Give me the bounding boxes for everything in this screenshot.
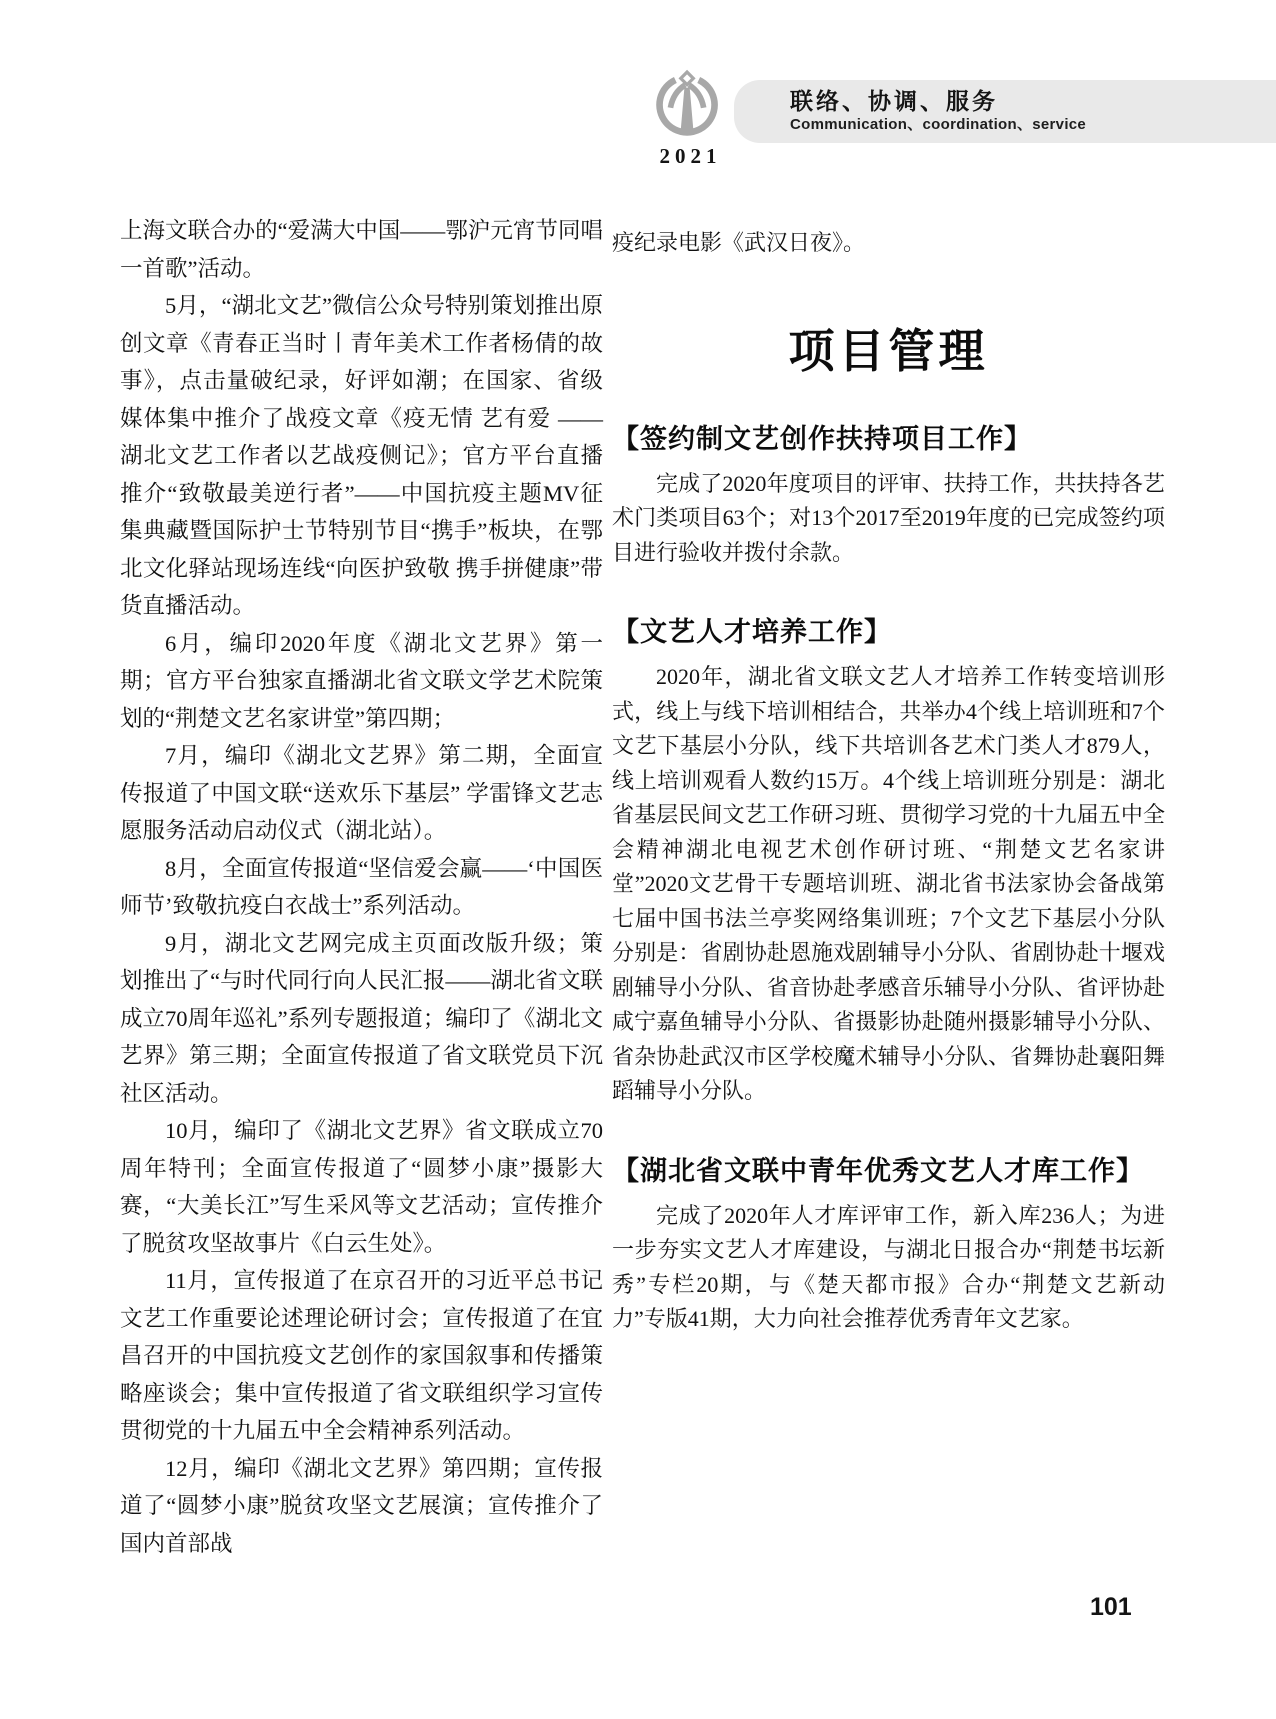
header-title-cn: 联络、协调、服务 bbox=[790, 88, 998, 114]
chapter-heading: 项目管理 bbox=[788, 324, 989, 377]
section-paragraph: 完成了2020年人才库评审工作，新入库236人；为进一步夯实文艺人才库建设，与湖北日报合办“荆楚书坛新秀”专栏20期，与《楚天都市报》合办“荆楚文艺新动力”专版41期，大力向社会推荐优秀青年文艺家。 bbox=[612, 1202, 1165, 1331]
section-title: 【文艺人才培养工作】 bbox=[612, 617, 892, 647]
body-paragraph: 10月，编印了《湖北文艺界》省文联成立70周年特刊；全面宣传报道了“圆梦小康”摄影大赛，“大美长江”写生采风等文艺活动；宣传推介了脱贫攻坚故事片《白云生处》。 bbox=[120, 1118, 603, 1256]
body-paragraph: 12月，编印《湖北文艺界》第四期；宣传报道了“圆梦小康”脱贫攻坚文艺展演；宣传推介了国内首部战 bbox=[120, 1455, 603, 1556]
section-contract-projects bbox=[612, 423, 1165, 571]
right-column bbox=[612, 226, 1165, 1337]
left-column bbox=[120, 212, 603, 1562]
section-talent-pool bbox=[612, 1155, 1165, 1337]
body-paragraph: 上海文联合办的“爱满大中国——鄂沪元宵节同唱一首歌”活动。 bbox=[120, 218, 603, 281]
section-title: 【签约制文艺创作扶持项目工作】 bbox=[612, 423, 1032, 454]
logo-block bbox=[646, 66, 730, 167]
body-paragraph: 9月，湖北文艺网完成主页面改版升级；策划推出了“与时代同行向人民汇报——湖北省文联成立70周年巡礼”系列专题报道；编印了《湖北文艺界》第三期；全面宣传报道了省文联党员下沉社区活动。 bbox=[120, 930, 603, 1106]
section-paragraph: 2020年，湖北省文联文艺人才培养工作转变培训形式，线上与线下培训相结合，共举办4个线上培训班和7个文艺下基层小分队，线下共培训各艺术门类人才879人，线上培训观看人数约15万。4个线上培训班分别是：湖北省基层民间文艺工作研习班、贯彻学习党的十九届五中全会精神湖北电视艺术创作研讨班、“荆楚文艺名家讲堂”2020文艺骨干专题培训班、湖北省书法家协会备战第七届中国书法兰亭奖网络集训班；7个文艺下基层小分队分别是：省剧协赴恩施戏剧辅导小分队、省剧协赴十堰戏剧辅导小分队、省音协赴孝感音乐辅导小分队、省评协赴咸宁嘉鱼辅导小分队、省摄影协赴随州摄影辅导小分队、省杂协赴武汉市区学校魔术辅导小分队、省舞协赴襄阳舞蹈辅导小分队。 bbox=[612, 664, 1165, 1103]
logo-year: 2021 bbox=[659, 144, 722, 168]
federation-logo-icon bbox=[649, 127, 727, 144]
continuation-paragraph: 疫纪录电影《武汉日夜》。 bbox=[612, 230, 866, 255]
body-paragraph: 11月，宣传报道了在京召开的习近平总书记文艺工作重要论述理论研讨会；宣传报道了在宜昌召开的中国抗疫文艺创作的家国叙事和传播策略座谈会；集中宣传报道了省文联组织学习宣传贯彻党的十九届五中全会精神系列活动。 bbox=[120, 1268, 603, 1443]
section-talent-training bbox=[612, 616, 1165, 1109]
header-band bbox=[734, 80, 1276, 143]
section-title: 【湖北省文联中青年优秀文艺人才库工作】 bbox=[612, 1155, 1144, 1186]
page-number: 101 bbox=[1090, 1593, 1132, 1621]
body-paragraph: 6月，编印2020年度《湖北文艺界》第一期；官方平台独家直播湖北省文联文学艺术院策划的“荆楚文艺名家讲堂”第四期； bbox=[120, 630, 603, 731]
section-paragraph: 完成了2020年度项目的评审、扶持工作，共扶持各艺术门类项目63个；对13个2017至2019年度的已完成签约项目进行验收并拨付余款。 bbox=[612, 470, 1165, 565]
header-title-en: Communication、coordination、service bbox=[790, 116, 1087, 133]
body-paragraph: 7月，编印《湖北文艺界》第二期，全面宣传报道了中国文联“送欢乐下基层” 学雷锋文艺志愿服务活动启动仪式（湖北站）。 bbox=[120, 743, 603, 843]
body-paragraph: 5月，“湖北文艺”微信公众号特别策划推出原创文章《青春正当时丨青年美术工作者杨倩的故事》，点击量破纪录，好评如潮；在国家、省级媒体集中推介了战疫文章《疫无情 艺有爱 ——湖北文艺工作者以艺战疫侧记》；官方平台直播推介“致敬最美逆行者”——中国抗疫主题MV征集典藏暨国际护士节特别节目“携手”板块，在鄂北文化驿站现场连线“向医护致敬 携手拼健康”带货直播活动。 bbox=[120, 293, 603, 618]
body-paragraph: 8月，全面宣传报道“坚信爱会赢——‘中国医师节’致敬抗疫白衣战士”系列活动。 bbox=[120, 855, 603, 918]
